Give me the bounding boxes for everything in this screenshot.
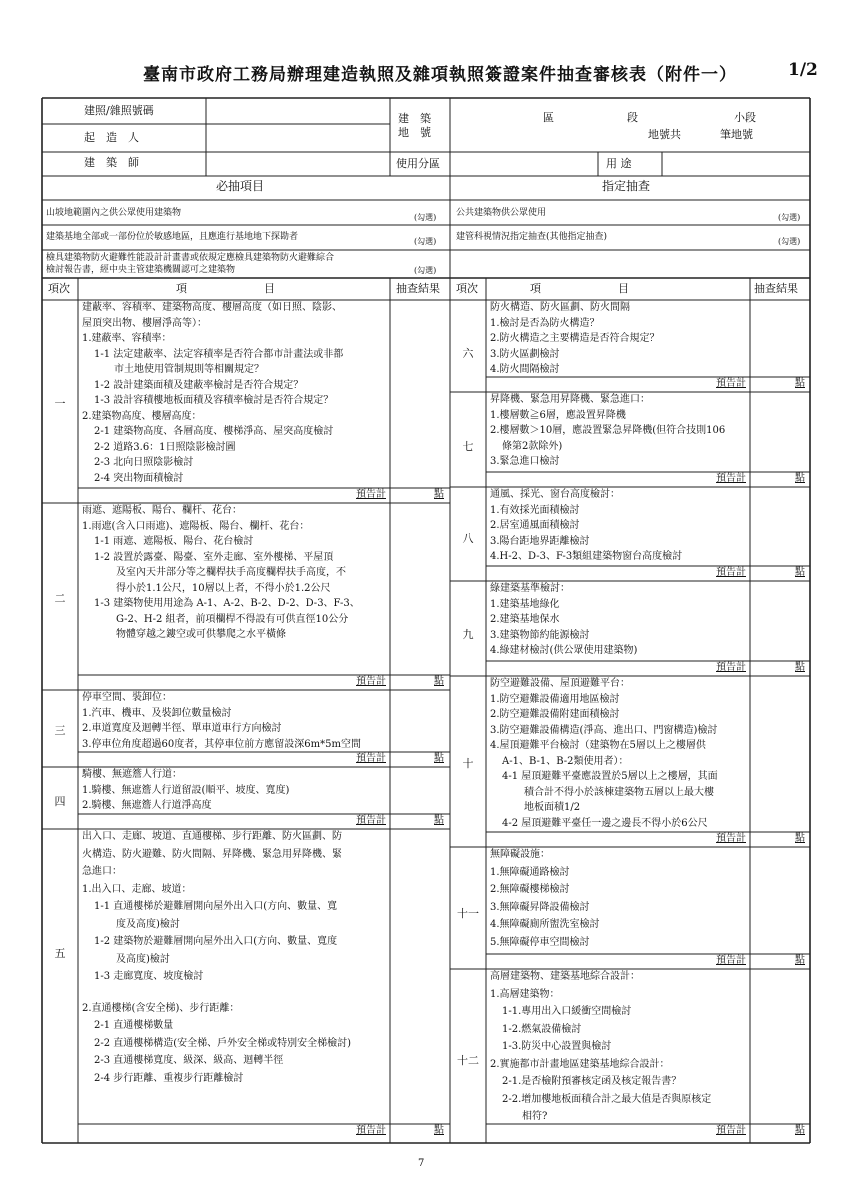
- left-section-2-line: G-2、H-2 組者，前項欄桿不得設有可供直徑10公分: [116, 613, 349, 625]
- right-subtotal-unit-1[interactable]: 點: [795, 378, 805, 389]
- left-section-5-line: 2.直通樓梯(含安全梯)、步行距離：: [82, 1002, 240, 1014]
- right-section-1-line: 3.防火區劃檢討: [490, 348, 560, 360]
- right-section-1-line: 4.防火間隔檢討: [490, 364, 560, 375]
- right-section-5-line: 2.防空避難設備附建面積檢討: [490, 709, 620, 720]
- right-section-5-line: 3.防空避難設備構造(淨高、進出口、門窗構造)檢討: [490, 724, 718, 736]
- left-section-2-line: 1-1 雨遮、遮陽板、陽台、花台檢討: [94, 536, 254, 547]
- right-section-6-line: 3.無障礙昇降設備檢討: [490, 901, 590, 913]
- starter-label: 起 造 人: [84, 131, 139, 144]
- col-seq-header: 項次: [48, 282, 70, 295]
- district-label: 區: [543, 111, 554, 124]
- left-section-2-line: 1.雨遮(含入口雨遮)、遮陽板、陽台、欄杆、花台：: [82, 520, 310, 532]
- right-section-2-line: 1.樓層數≧6層，應設置昇降機: [490, 409, 626, 421]
- right-subtotal-label-4: 預告計: [716, 662, 746, 673]
- left-section-number-1: 一: [54, 397, 66, 410]
- right-section-1-line: 2.防火構造之主要構造是否符合規定？: [490, 333, 660, 344]
- right-section-number-5: 十: [462, 757, 474, 770]
- right-section-7-line: 1.高層建築物：: [490, 988, 560, 1000]
- left-section-1-line: 1-2 設計建築面積及建蔽率檢討是否符合規定？: [94, 379, 304, 391]
- page-number: 1/2: [788, 60, 818, 80]
- left-section-1-line: 2-4 突出物面積檢討: [94, 472, 184, 484]
- mandatory-item-1: 山坡地範圍內之供公眾使用建築物: [46, 208, 182, 218]
- right-section-4-line: 1.建築基地綠化: [490, 598, 560, 610]
- right-section-2-line: 昇降機、緊急用昇降機、緊急進口：: [490, 394, 650, 405]
- right-subtotal-label-3: 預告計: [716, 567, 746, 578]
- right-section-3-line: 3.陽台距地界距離檢討: [490, 535, 590, 547]
- left-section-4-line: 騎樓、無遮簷人行道：: [82, 769, 182, 780]
- left-section-number-2: 二: [54, 592, 66, 605]
- left-section-3-line: 3.停車位角度超過60度者，其停車位前方應留設深6m*5m空間: [82, 738, 361, 750]
- lot-count-label: 筆地號: [720, 128, 753, 141]
- col-item-header-right: 項 目: [530, 282, 629, 295]
- mandatory-title: 必抽項目: [216, 179, 265, 193]
- left-section-5-line: 2-3 直通樓梯寬度、級深、級高、迴轉半徑: [94, 1055, 284, 1066]
- left-subtotal-unit-4[interactable]: 點: [434, 815, 444, 826]
- left-section-1-line: 建蔽率、容積率、建築物高度、樓層高度（如日照、陰影、: [82, 302, 342, 313]
- left-section-5-line: 1-3 走廊寬度、坡度檢討: [94, 971, 204, 982]
- right-section-6-line: 5.無障礙停車空間檢討: [490, 936, 590, 948]
- right-section-5-line: 防空避難設備、屋頂避難平台：: [490, 678, 630, 689]
- right-section-2-line: 2.樓層數＞10層，應設置緊急昇降機(但符合技則106: [490, 425, 726, 436]
- right-section-1-line: 1.檢討是否為防火構造？: [490, 317, 600, 329]
- left-section-5-line: 火構造、防火避難、防火間隔、昇降機、緊急用昇降機、緊: [82, 848, 342, 860]
- right-subtotal-label-5: 預告計: [716, 833, 746, 844]
- right-section-5-line: 地板面積1/2: [524, 802, 581, 813]
- right-subtotal-unit-2[interactable]: 點: [795, 473, 805, 484]
- left-section-2-line: 物體穿越之鏤空或可供攀爬之水平橫條: [116, 629, 286, 640]
- right-section-6-line: 無障礙設施：: [490, 849, 550, 860]
- left-section-2-line: 及室內天井部分等之欄桿扶手高度欄桿扶手高度，不: [116, 567, 346, 578]
- right-section-3-line: 2.居室通風面積檢討: [490, 520, 580, 531]
- left-section-2-line: 1-2 設置於露臺、陽臺、室外走廊、室外樓梯、平屋頂: [94, 551, 334, 563]
- left-section-1-line: 1.建蔽率、容積率：: [82, 333, 172, 344]
- check-mark-4[interactable]: (勾選): [778, 213, 801, 222]
- left-section-5-line: 急進口：: [82, 866, 122, 877]
- left-section-1-line: 1-1 法定建蔽率、法定容積率是否符合都市計畫法或非都: [94, 348, 344, 360]
- left-subtotal-label-4: 預告計: [356, 815, 386, 826]
- left-subtotal-label-2: 預告計: [356, 676, 386, 687]
- left-section-number-4: 四: [54, 795, 66, 808]
- left-section-3-line: 2.車道寬度及迴轉半徑、單車道車行方向檢討: [82, 723, 282, 734]
- designated-item-1: 公共建築物供公眾使用: [456, 208, 547, 218]
- right-section-5-line: 4-1 屋頂避難平臺應設置於5層以上之樓層，其面: [502, 771, 718, 782]
- right-section-6-line: 1.無障礙通路檢討: [490, 866, 570, 878]
- designated-item-2: 建管科視情況指定抽查(其他指定抽查): [456, 232, 608, 242]
- left-section-1-line: 1-3 設計容積樓地板面積及容積率檢討是否符合規定？: [94, 395, 334, 406]
- right-section-3-line: 4.H-2、D-3、F-3類組建築物窗台高度檢討: [490, 551, 683, 562]
- section-label: 段: [627, 111, 638, 124]
- mandatory-item-3a: 檢具建築物防火避難性能設計計畫書或依規定應檢具建築物防火避難綜合: [46, 253, 335, 263]
- check-mark-5[interactable]: (勾選): [778, 237, 801, 246]
- right-section-7-line: 1-2.燃氣設備檢討: [502, 1023, 582, 1035]
- site-lot-label: 建 築 地 號: [398, 112, 431, 139]
- right-section-4-line: 2.建築基地保水: [490, 614, 560, 625]
- left-section-5-line: 出入口、走廊、坡道、直通樓梯、步行距離、防火區劃、防: [82, 831, 342, 842]
- left-section-4-line: 1.騎樓、無遮簷人行道留設(順平、坡度、寬度): [82, 784, 290, 796]
- left-subtotal-label-3: 預告計: [356, 753, 386, 764]
- left-section-1-line: 2-2 道路3.6：1日照陰影檢討圖: [94, 441, 236, 453]
- right-section-4-line: 3.建築物節約能源檢討: [490, 629, 590, 641]
- right-section-7-line: 1-3.防災中心設置與檢討: [502, 1041, 612, 1052]
- right-section-1-line: 防火構造、防火區劃、防火間隔: [490, 302, 630, 313]
- left-section-5-line: 1.出入口、走廊、坡道：: [82, 883, 192, 895]
- subsection-label: 小段: [734, 111, 756, 124]
- left-subtotal-unit-2[interactable]: 點: [434, 676, 444, 687]
- right-section-3-line: 1.有效採光面積檢討: [490, 504, 580, 516]
- right-section-5-line: 積合計不得小於該棟建築物五層以上最大樓: [524, 786, 714, 798]
- use-zone-label: 使用分區: [396, 157, 440, 170]
- left-section-1-line: 2-1 建築物高度、各層高度、樓梯淨高、屋突高度檢討: [94, 426, 334, 437]
- right-section-number-6: 十一: [457, 907, 479, 920]
- right-section-7-line: 高層建築物、建築基地綜合設計：: [490, 971, 640, 982]
- mandatory-item-2: 建築基地全部或一部份位於敏感地區，且應進行基地地下探勘者: [46, 232, 299, 242]
- left-subtotal-label-5: 預告計: [356, 1125, 386, 1136]
- left-section-number-5: 五: [54, 947, 66, 960]
- right-subtotal-unit-6[interactable]: 點: [795, 955, 805, 966]
- col-result-header: 抽查結果: [396, 282, 440, 295]
- left-subtotal-unit-1[interactable]: 點: [434, 489, 444, 500]
- left-subtotal-unit-3[interactable]: 點: [434, 753, 444, 764]
- check-mark-2[interactable]: (勾選): [414, 237, 437, 246]
- left-section-5-line: 2-2 直通樓梯構造(安全梯、戶外安全梯或特別安全梯檢討): [94, 1037, 352, 1049]
- right-section-3-line: 通風、採光、窗台高度檢討：: [490, 489, 620, 500]
- col-result-header-right: 抽查結果: [754, 282, 798, 295]
- right-section-5-line: A-1、B-1、B-2類使用者）：: [502, 755, 629, 767]
- right-section-number-2: 七: [462, 440, 474, 453]
- right-section-7-line: 1-1.專用出入口緩衝空間檢討: [502, 1006, 632, 1017]
- right-section-2-line: 條第2款除外): [502, 440, 563, 452]
- left-section-2-line: 1-3 建築物使用用途為 A-1、A-2、B-2、D-2、D-3、F-3、: [94, 598, 360, 609]
- right-section-6-line: 2.無障礙樓梯檢討: [490, 884, 570, 895]
- right-subtotal-unit-3[interactable]: 點: [795, 567, 805, 578]
- right-subtotal-label-2: 預告計: [716, 473, 746, 484]
- right-section-number-4: 九: [462, 628, 474, 641]
- mandatory-item-3b: 檢討報告書，經中央主管建築機關認可之建築物: [46, 265, 236, 275]
- col-item-header: 項 目: [176, 282, 275, 295]
- left-section-1-line: 屋頂突出物、樓層淨高等）：: [82, 317, 207, 329]
- check-mark-1[interactable]: (勾選): [414, 213, 437, 222]
- right-section-number-7: 十二: [457, 1054, 479, 1067]
- right-subtotal-label-1: 預告計: [716, 378, 746, 389]
- designated-title: 指定抽查: [602, 179, 651, 193]
- left-section-2-line: 得小於1.1公尺，10層以上者，不得小於1.2公尺: [116, 582, 331, 594]
- lot-total-label: 地號共: [648, 128, 681, 141]
- left-section-5-line: 2-1 直通樓梯數量: [94, 1020, 174, 1031]
- left-subtotal-label-1: 預告計: [356, 489, 386, 500]
- right-section-2-line: 3.緊急進口檢討: [490, 456, 560, 467]
- right-section-5-line: 1.防空避難設備適用地區檢討: [490, 693, 620, 705]
- left-section-number-3: 三: [54, 724, 66, 737]
- right-subtotal-label-6: 預告計: [716, 955, 746, 966]
- right-section-7-line: 2-1.是否檢附預審核定函及核定報告書？: [502, 1076, 682, 1087]
- right-section-5-line: 4-2 屋頂避難平臺任一邊之邊長不得小於6公尺: [502, 817, 708, 829]
- left-section-5-line: 2-4 步行距離、重複步行距離檢討: [94, 1072, 244, 1084]
- right-section-7-line: 相符?: [522, 1111, 548, 1122]
- architect-label: 建 築 師: [84, 156, 139, 169]
- left-section-3-line: 停車空間、裝卸位：: [82, 692, 172, 703]
- left-section-5-line: 1-2 建築物於避難層開向屋外出入口(方向、數量、寬度: [94, 936, 338, 947]
- right-section-number-3: 八: [462, 532, 474, 545]
- footer-page-number: 7: [418, 1158, 425, 1169]
- left-section-5-line: 度及高度)檢討: [116, 918, 180, 930]
- check-mark-3[interactable]: (勾選): [414, 266, 437, 275]
- left-section-4-line: 2.騎樓、無遮簷人行道淨高度: [82, 800, 212, 811]
- left-section-3-line: 1.汽車、機車、及裝卸位數量檢討: [82, 707, 232, 719]
- right-section-4-line: 綠建築基準檢討：: [490, 583, 570, 594]
- left-section-2-line: 雨遮、遮陽板、陽台、欄杆、花台：: [82, 505, 242, 516]
- right-section-4-line: 4.綠建材檢討(供公眾使用建築物): [490, 645, 638, 656]
- right-section-number-1: 六: [462, 347, 474, 360]
- right-subtotal-unit-7[interactable]: 點: [795, 1125, 805, 1136]
- left-subtotal-unit-5[interactable]: 點: [434, 1125, 444, 1136]
- right-subtotal-unit-5[interactable]: 點: [795, 833, 805, 844]
- left-section-1-line: 2-3 北向日照陰影檢討: [94, 457, 194, 468]
- right-section-7-line: 2.實施都市計畫地區建築基地綜合設計：: [490, 1058, 670, 1070]
- permit-no-label: 建照/雜照號碼: [84, 104, 154, 117]
- right-subtotal-unit-4[interactable]: 點: [795, 662, 805, 673]
- left-section-1-line: 市土地使用管制規則等相關規定？: [114, 364, 264, 375]
- right-subtotal-label-7: 預告計: [716, 1125, 746, 1136]
- form-title: 臺南市政府工務局辦理建造執照及雜項執照簽證案件抽查審核表（附件一）: [143, 65, 737, 85]
- right-section-7-line: 2-2.增加樓地板面積合計之最大值是否與原核定: [502, 1093, 712, 1105]
- left-section-5-line: 及高度)檢討: [116, 953, 170, 965]
- right-section-5-line: 4.屋頂避難平台檢討（建築物在5層以上之樓層供: [490, 740, 706, 751]
- use-label: 用 途: [606, 157, 632, 170]
- left-section-5-line: 1-1 直通樓梯於避難層開向屋外出入口(方向、數量、寬: [94, 901, 338, 912]
- right-section-6-line: 4.無障礙廁所盥洗室檢討: [490, 919, 600, 930]
- left-section-1-line: 2.建築物高度、樓層高度：: [82, 410, 202, 422]
- col-seq-header-right: 項次: [456, 282, 478, 295]
